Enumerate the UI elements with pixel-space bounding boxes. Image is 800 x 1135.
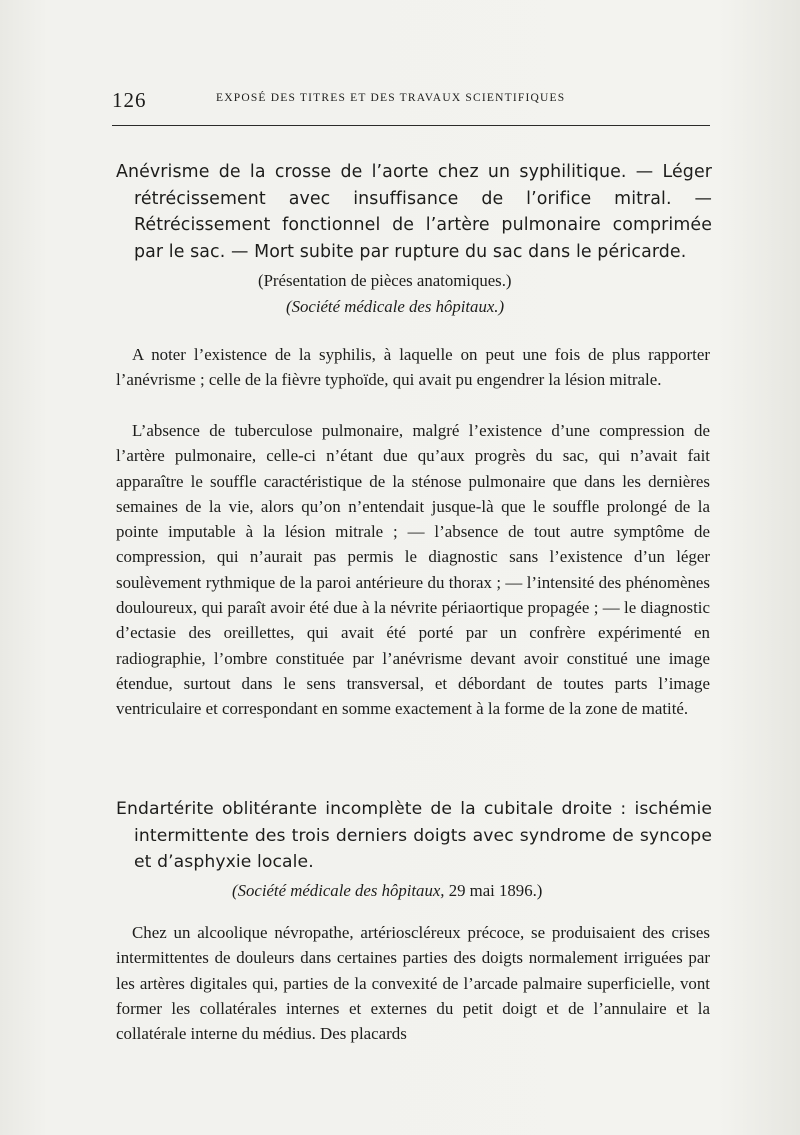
paragraph-syphilis: A noter l’existence de la syphilis, à laquelle on peut une fois de plus rapporter l’anévrisme ; celle de la fièvre typhoïde, qui avait pu engendrer la lésion mitrale. <box>116 345 710 390</box>
section-title-endarteritis: Endartérite oblitérante incomplète de la cubitale droite : ischémie intermittente des trois derniers doigts avec syndrome de syncope et d’asphyxie locale. <box>116 799 712 872</box>
header-rule <box>112 125 710 126</box>
running-title: EXPOSÉ DES TITRES ET DES TRAVAUX SCIENTIFIQUES <box>216 92 566 104</box>
source-presentation: (Présentation de pièces anatomiques.) <box>258 271 512 290</box>
source-society-date: (Société médicale des hôpitaux, 29 mai 1896.) <box>232 881 543 900</box>
paragraph-tuberculosis: L’absence de tuberculose pulmonaire, malgré l’existence d’une compression de l’artère pulmonaire, celle-ci n’étant due qu’aux progrès du sac, qui n’avait fait apparaître le souffle caractéristique de la sténose pulmonaire que dans les dernières semaines de la vie, alors qu’on n’entendait jusque-là que le souffle prolongé de la pointe imputable à la lésion mitrale ; — l’absence de tout autre symptôme de compression, qui n’aurait pas permis le diagnostic sans l’existence d’un léger soulèvement rythmique de la paroi antérieure du thorax ; — l’intensité des phénomènes douloureux, qui paraît avoir été due à la névrite périaortique propagée ; — le diagnostic d’ectasie des oreillettes, qui avait été porté par un confrère expérimenté en radiographie, l’ombre constituée par l’anévrisme devant avoir constitué une image étendue, surtout dans le sens transversal, et débordant de toutes parts l’image ventriculaire et correspondant en somme exactement à la forme de la zone de matité. <box>116 421 710 719</box>
section-title-aneurysm: Anévrisme de la crosse de l’aorte chez un syphilitique. — Léger rétrécissement avec insuffisance de l’orifice mitral. — Rétrécissement fonctionnel de l’artère pulmonaire comprimée par le sac. — Mort subite par rupture du sac dans le péricarde. <box>116 162 712 262</box>
paragraph-alcoholic: Chez un alcoolique névropathe, artérioscléreux précoce, se produisaient des crises intermittentes de douleurs dans certaines parties des doigts normalement irriguées par les artères digitales qui, parties de la convexité de l’arcade palmaire superficielle, vont former les collatérales internes et externes du petit doigt et de l’annulaire et la collatérale interne du médius. Des placards <box>116 923 710 1044</box>
page-header <box>112 88 710 110</box>
page-number: 126 <box>112 88 147 112</box>
source-society: (Société médicale des hôpitaux.) <box>286 297 505 316</box>
